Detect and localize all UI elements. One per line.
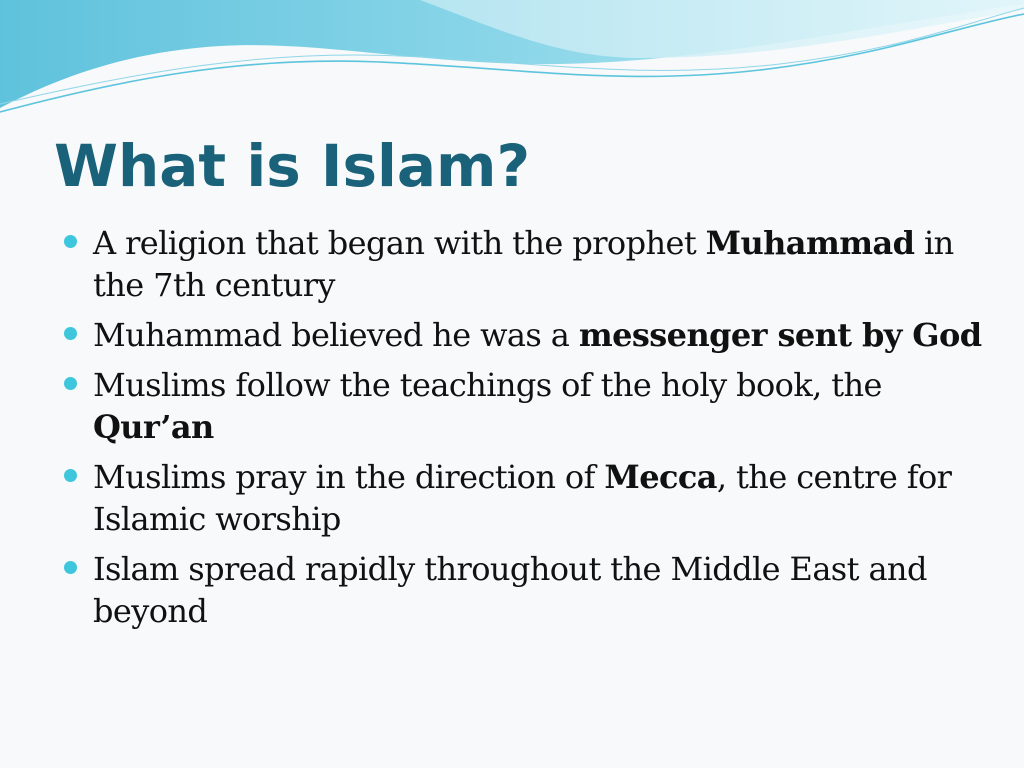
bullet-text-segment: Muslims pray in the direction of	[93, 458, 605, 496]
bullet-text-segment: , the centre for Islamic worship	[93, 458, 952, 538]
bullet-text-segment: in the 7th century	[93, 224, 954, 304]
bullet-text-bold: Qur’an	[93, 408, 214, 446]
bullet-dot-icon	[64, 377, 77, 390]
bullet-text	[93, 366, 882, 446]
decorative-wave-header	[0, 0, 1024, 130]
bullet-dot-icon	[64, 469, 77, 482]
bullet-text	[93, 316, 982, 354]
bullet-text-segment: Islam spread rapidly throughout the Middle East and beyond	[93, 550, 927, 630]
bullet-dot-icon	[64, 561, 77, 574]
bullet-text-bold: Mecca	[604, 458, 717, 496]
bullet-text-segment: A religion that began with the prophet	[93, 224, 706, 262]
bullet-text-bold: Muhammad	[705, 224, 915, 262]
bullet-list	[62, 222, 992, 640]
bullet-dot-icon	[64, 327, 77, 340]
bullet-text	[93, 550, 927, 630]
bullet-text-segment: Muhammad believed he was a	[93, 316, 579, 354]
bullet-text	[93, 458, 951, 538]
bullet-item	[62, 364, 992, 448]
bullet-text-segment: Muslims follow the teachings of the holy book, the	[93, 366, 882, 404]
bullet-item	[62, 222, 992, 306]
slide-title: What is Islam?	[54, 132, 531, 200]
bullet-dot-icon	[64, 235, 77, 248]
bullet-item	[62, 314, 992, 356]
bullet-text	[93, 224, 954, 304]
bullet-item	[62, 456, 992, 540]
bullet-item	[62, 548, 992, 632]
bullet-text-bold: messenger sent by God	[578, 316, 982, 354]
